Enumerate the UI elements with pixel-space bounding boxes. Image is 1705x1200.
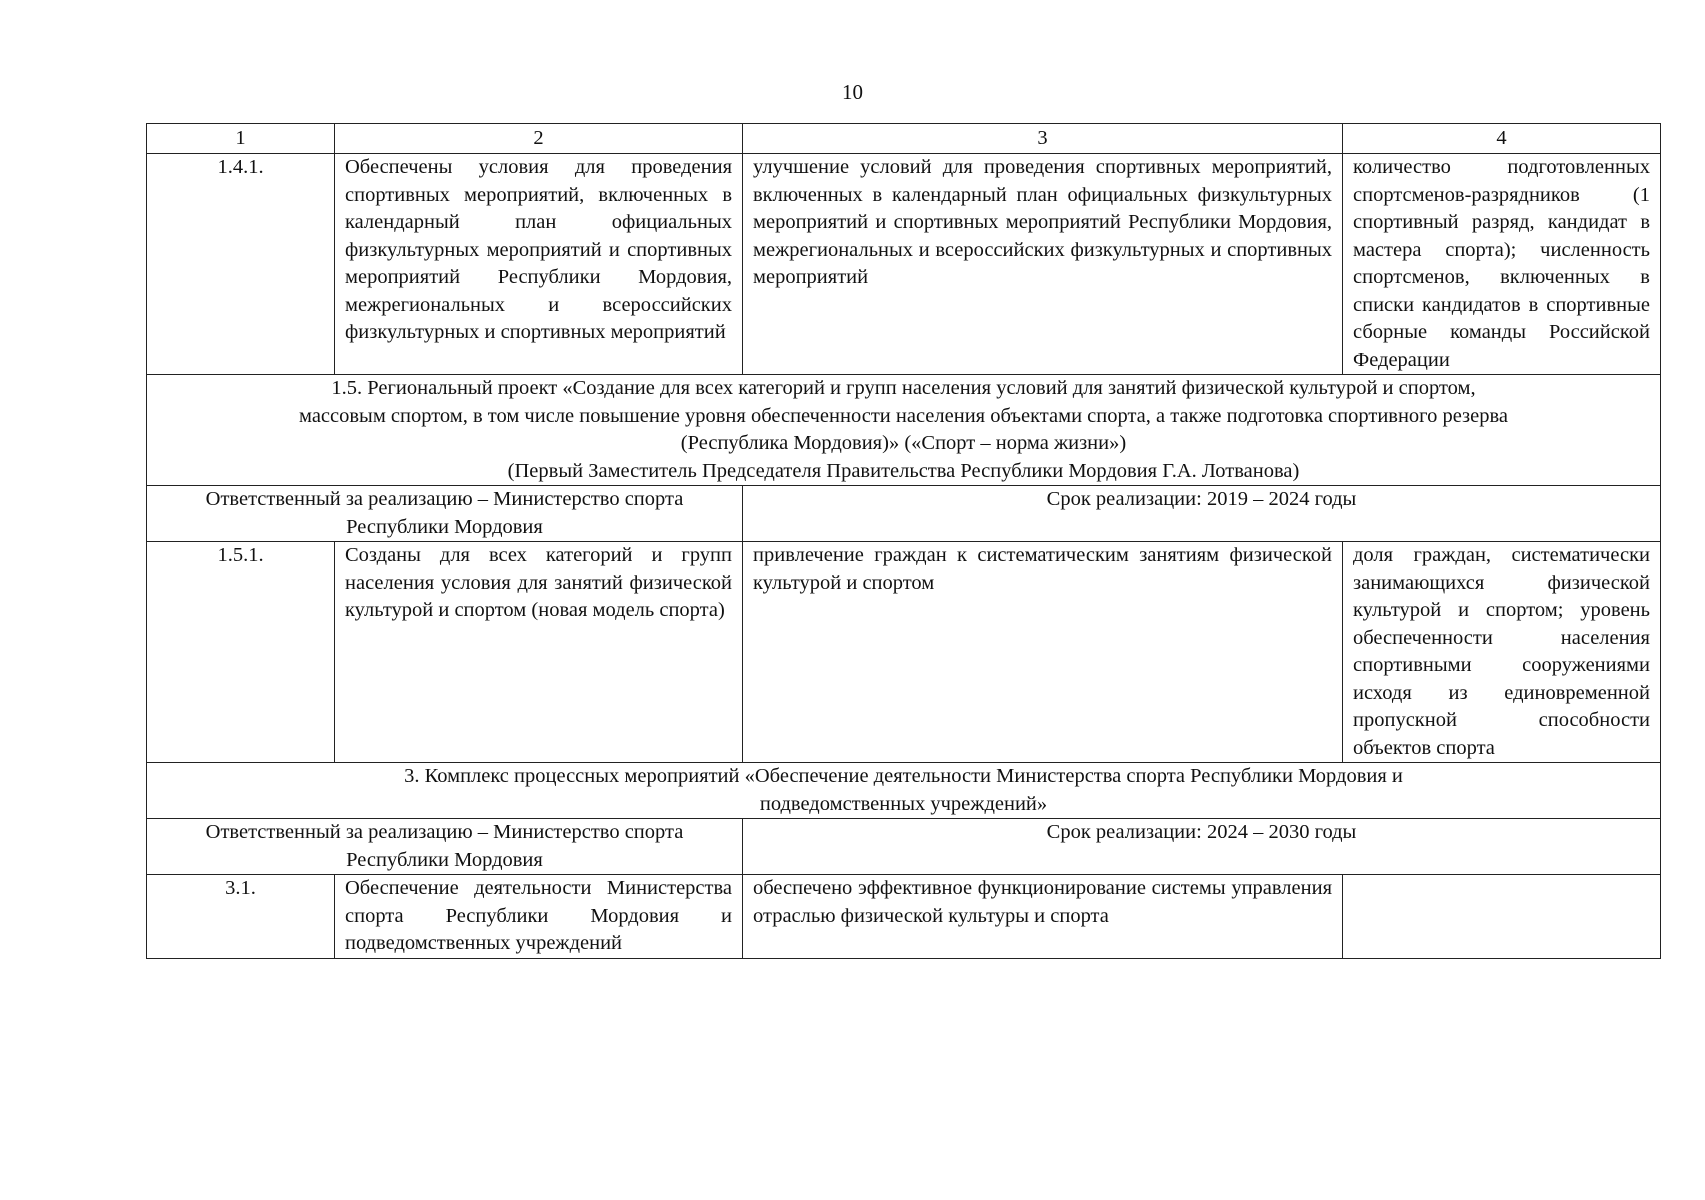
header-cell: 4	[1343, 124, 1661, 154]
page-number: 10	[842, 80, 863, 104]
section-title-line: 1.5. Региональный проект «Создание для всех категорий и групп населения условий для занятий физической культурой и спортом,	[331, 377, 1476, 399]
section-title-line: 3. Комплекс процессных мероприятий «Обеспечение деятельности Министерства спорта Республики Мордовия и	[404, 765, 1403, 787]
indicator-cell: доля граждан, систематически занимающихся физической культурой и спортом; уровень обеспеченности населения спортивными сооружениями исходя из единовременной пропускной способности объектов спорта	[1343, 542, 1661, 763]
section-title	[147, 375, 1661, 486]
section-title-line: подведомственных учреждений»	[759, 792, 1048, 815]
section-title-line: (Первый Заместитель Председателя Правительства Республики Мордовия Г.А. Лотванова)	[507, 459, 1300, 482]
indicator-cell: количество подготовленных спортсменов-разрядников (1 спортивный разряд, кандидат в мастера спорта); численность спортсменов, включенных в списки кандидатов в спортивные сборные команды Российской Федерации	[1343, 154, 1661, 375]
row-number: 1.5.1.	[147, 542, 335, 763]
effect-cell: привлечение граждан к систематическим занятиям физической культурой и спортом	[743, 542, 1343, 763]
row-number: 3.1.	[147, 875, 335, 959]
header-cell: 1	[147, 124, 335, 154]
table-row	[147, 875, 1661, 959]
section-title-line: (Республика Мордовия)» («Спорт – норма жизни»)	[680, 432, 1127, 454]
responsibility-row	[147, 486, 1661, 542]
measures-table	[146, 123, 1661, 959]
responsible-cell: Ответственный за реализацию – Министерство спорта Республики Мордовия	[147, 819, 743, 875]
table-row	[147, 154, 1661, 375]
section-title-row	[147, 763, 1661, 819]
period-cell: Срок реализации: 2019 – 2024 годы	[743, 486, 1661, 542]
header-cell: 3	[743, 124, 1343, 154]
task-cell: Обеспечены условия для проведения спортивных мероприятий, включенных в календарный план официальных физкультурных мероприятий и спортивных мероприятий Республики Мордовия, межрегиональных и всероссийских физкультурных и спортивных мероприятий	[335, 154, 743, 375]
period-cell: Срок реализации: 2024 – 2030 годы	[743, 819, 1661, 875]
responsible-cell: Ответственный за реализацию – Министерство спорта Республики Мордовия	[147, 486, 743, 542]
section-title-line: массовым спортом, в том числе повышение уровня обеспеченности населения объектами спорта, а также подготовка спортивного резерва	[298, 404, 1509, 427]
table-row	[147, 542, 1661, 763]
indicator-cell	[1343, 875, 1661, 959]
table-header-row	[147, 124, 1661, 154]
row-number: 1.4.1.	[147, 154, 335, 375]
section-title	[147, 763, 1661, 819]
task-cell: Обеспечение деятельности Министерства спорта Республики Мордовия и подведомственных учреждений	[335, 875, 743, 959]
effect-cell: улучшение условий для проведения спортивных мероприятий, включенных в календарный план официальных физкультурных мероприятий и спортивных мероприятий Республики Мордовия, межрегиональных и всероссийских физкультурных и спортивных мероприятий	[743, 154, 1343, 375]
task-cell: Созданы для всех категорий и групп населения условия для занятий физической культурой и спортом (новая модель спорта)	[335, 542, 743, 763]
section-title-row	[147, 375, 1661, 486]
effect-cell: обеспечено эффективное функционирование системы управления отраслью физической культуры и спорта	[743, 875, 1343, 959]
responsibility-row	[147, 819, 1661, 875]
header-cell: 2	[335, 124, 743, 154]
